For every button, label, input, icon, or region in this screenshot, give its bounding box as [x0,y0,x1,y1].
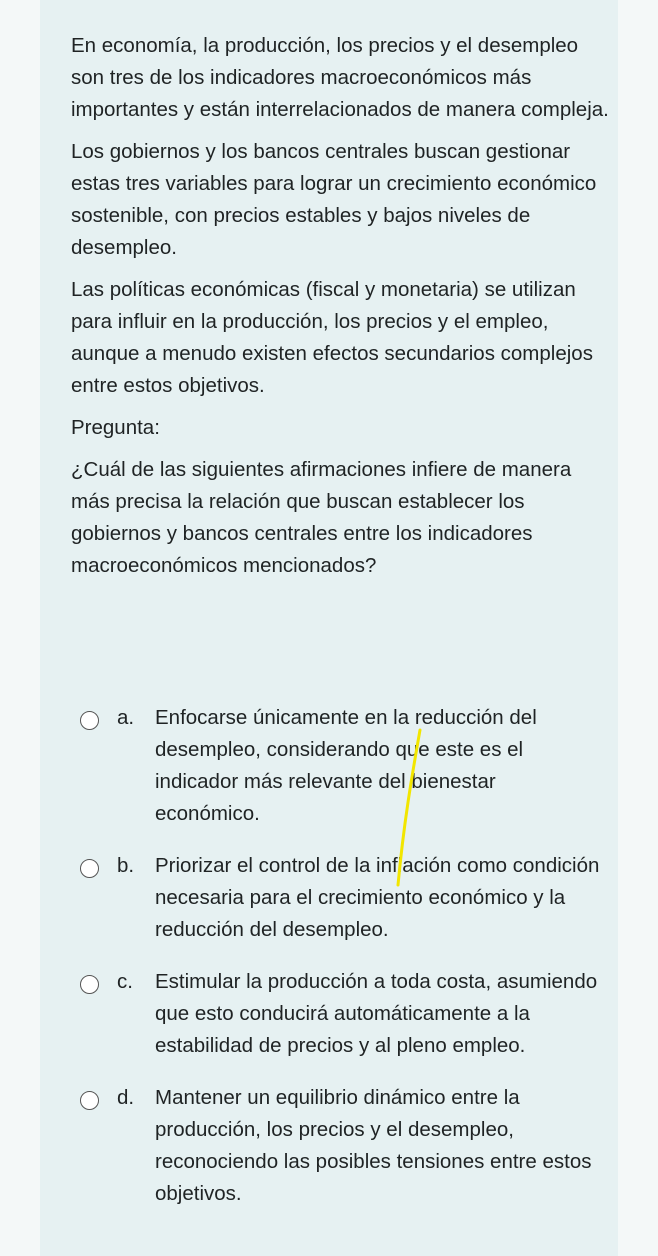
option-letter: c. [117,970,133,993]
option-b[interactable] [80,850,600,946]
passage-paragraph-1: En economía, la producción, los precios y el desempleo son tres de los indicadores macroeconómicos más importantes y están interrelacionados de manera compleja. [71,34,609,121]
option-letter: b. [117,854,135,877]
question-content [71,30,611,592]
option-text: Mantener un equilibrio dinámico entre la producción, los precios y el desempleo, reconociendo las posibles tensiones entre estos objetivos. [155,1086,592,1205]
option-c[interactable] [80,966,600,1062]
option-text: Priorizar el control de la inflación como condición necesaria para el crecimiento económico y la reducción del desempleo. [155,854,600,941]
option-d[interactable] [80,1082,600,1210]
option-text: Enfocarse únicamente en la reducción del desempleo, considerando que este es el indicador más relevante del bienestar económico. [155,706,537,825]
question-label: Pregunta: [71,416,160,439]
radio-button-c[interactable] [80,975,99,994]
radio-button-a[interactable] [80,711,99,730]
passage-paragraph-3: Las políticas económicas (fiscal y monetaria) se utilizan para influir en la producción, los precios y el empleo, aunque a menudo existen efectos secundarios complejos entre estos objetivos. [71,278,593,397]
radio-button-d[interactable] [80,1091,99,1110]
option-text: Estimular la producción a toda costa, asumiendo que esto conducirá automáticamente a la estabilidad de precios y al pleno empleo. [155,970,598,1057]
radio-button-b[interactable] [80,859,99,878]
option-letter: d. [117,1086,135,1109]
option-letter: a. [117,706,135,729]
option-a[interactable] [80,702,600,830]
passage-paragraph-2: Los gobiernos y los bancos centrales buscan gestionar estas tres variables para lograr un crecimiento económico sostenible, con precios estables y bajos niveles de desempleo. [71,140,597,259]
question-text: ¿Cuál de las siguientes afirmaciones infiere de manera más precisa la relación que buscan establecer los gobiernos y bancos centrales entre los indicadores macroeconómicos mencionados? [71,458,572,577]
answer-options [80,702,600,1230]
